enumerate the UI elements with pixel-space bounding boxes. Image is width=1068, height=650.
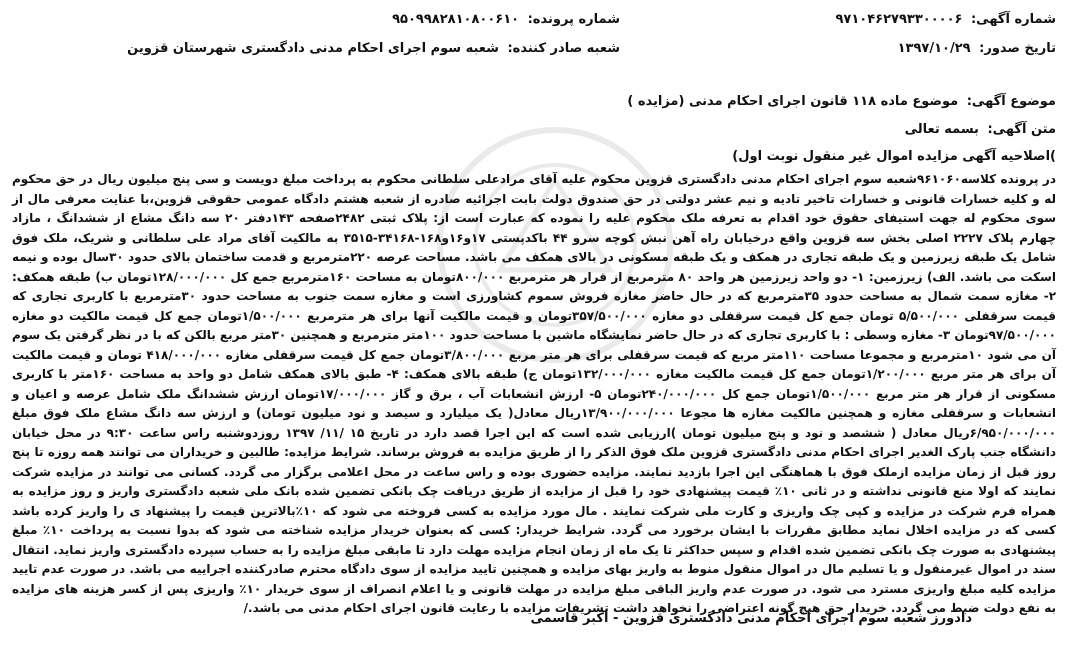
ad-number-label: شماره آگهی: [970,12,1056,27]
case-number-label: شماره پرونده: [527,12,620,27]
ad-subject [627,95,1056,108]
ad-number [836,13,1057,26]
ad-text-value: بسمه تعالی [904,122,979,137]
issue-date-label: تاریخ صدور: [979,41,1056,56]
ad-text-heading [905,123,1056,136]
issuer [127,42,620,55]
issue-date [898,42,1056,55]
case-number-value: ۹۵۰۹۹۸۲۸۱۰۸۰۰۶۱۰ [392,12,520,27]
ad-subject-value: موضوع ماده ۱۱۸ قانون اجرای احکام مدنی (مزایده ) [627,94,959,109]
ad-subject-label: موضوع آگهی: [966,94,1056,109]
issue-date-value: ۱۳۹۷/۱۰/۲۹ [897,41,971,56]
ad-number-value: ۹۷۱۰۴۶۲۷۹۳۳۰۰۰۰۶ [835,12,963,27]
issuer-label: شعبه صادر کننده: [507,41,620,56]
ad-text-label: متن آگهی: [987,122,1056,137]
issuer-value: شعبه سوم اجرای احکام مدنی دادگستری شهرستان قزوین [127,41,499,56]
case-number [392,13,620,26]
body-title: )اصلاحیه آگهی مزایده اموال غیر منقول نوبت اول) [732,149,1056,164]
signature: دادورز شعبه سوم اجرای احکام مدنی دادگستری قزوین - اکبر قاسمی [530,611,972,626]
ad-body-text: در پرونده کلاسه۹۶۱۰۶۰شعبه سوم اجرای احکام مدنی دادگستری قزوین محکوم علیه آقای مرادعلی سلطانی محکوم به پرداخت مبلغ دویست و سی پنج میلیون ریال در حق محکوم له و کلیه خسارات قانونی و خسارات تاخیر تادیه و نیم عشر دولتی در حق صندوق دولت بابت اجرائیه صادره از شعبه هشتم دادگاه عمومی حقوقی قزوین،با عنایت معرفی مال از سوی محکوم له جهت استیفای حقوق خود اقدام به تعرفه ملک محکوم علیه را نموده که عبارت است از: پلاک ثبتی ۲۴۸۲صفحه ۱۴۳دفتر ۲۰ سه دانگ مشاع از ششدانگ ، مازاد چهارم پلاک ۲۲۲۷ اصلی بخش سه قزوین واقع درخیابان راه آهن نبش کوچه سرو ۴۴ باکدپستی ۱۷و۱۶و۱۶۸-۳۴۱۶۸-۳۵۱۵ به مالکیت آقای مراد علی سلطانی و شریک، ملک فوق شامل یک طبقه زیرزمین و یک طبقه تجاری در همکف و یک طبقه مسکونی در بالای همکف می باشد. مساحت عرصه ۲۲۰مترمربع و قدمت ساختمان بالای حدود ۳۰سال بوده و نیمه اسکت می باشد. الف) زیرزمین: ۱- دو واحد زیرزمین هر واحد ۸۰ مترمربع از قرار هر مترمربع ۸۰۰/۰۰۰تومان به مساحت ۱۶۰مترمربع جمع کل ۱۲۸/۰۰۰/۰۰۰تومان ب) طبقه همکف: ۲- مغازه سمت شمال به مساحت حدود ۳۵مترمربع که در حال حاضر مغازه فروش سموم کشاورزی است و مغازه سمت جنوب به مساحت حدود ۳۰مترمربع با کاربری تجاری که قیمت سرقفلی ۵/۵۰۰/۰۰۰ تومان جمع کل قیمت سرقفلی دو مغازه ۳۵۷/۵۰۰/۰۰۰تومان و قیمت مالکیت آنها برای هر مترمربع ۱/۵۰۰/۰۰۰تومان جمع کل قیمت مالکیت دو مغازه ۹۷/۵۰۰/۰۰۰تومان ۳- مغازه وسطی : با کاربری تجاری که در حال حاضر نمایشگاه ماشین با مساحت حدود ۱۰۰متر مترمربع و همچنین ۳۰متر مربع بالکن که با در نظر گرفتن یک سوم آن می شود ۱۰مترمربع و مجموعا مساحت ۱۱۰متر مربع که قیمت سرقفلی برای هر متر مربع ۳/۸۰۰/۰۰۰تومان جمع کل قیمت سرقفلی مغازه ۴۱۸/۰۰۰/۰۰۰ تومان و قیمت مالکیت آن برای هر متر مربع ۱/۲۰۰/۰۰۰تومان جمع کل قیمت مالکیت مغازه ۱۳۲/۰۰۰/۰۰۰تومان ج) طبقه بالای همکف: ۴- طبق بالای همکف شامل دو واحد به مساحت ۱۶۰متر با کاربری مسکونی از قرار هر متر مربع ۱/۵۰۰/۰۰۰تومان جمع کل ۲۴۰/۰۰۰/۰۰۰تومان ۵- ارزش انشعابات آب ، برق و گاز ۱۷/۰۰۰/۰۰۰تومان ارزش ششدانگ ملک شامل عرصه و اعیان و انشعابات و سرقفلی مغازه و همچنین مالکیت مغازه ها مجوعا ۱۳/۹۰۰/۰۰۰/۰۰۰ریال معادل( یک میلیارد و سیصد و نود میلیون تومان) و ارزش سه دانگ مشاع ملک فوق مبلغ ۶/۹۵۰/۰۰۰/۰۰۰ریال معادل ( ششصد و نود و پنج میلیون تومان )ارزیابی شده است که این اجرا قصد دارد در تاریخ ۱۵ /۱۱/ ۱۳۹۷ روزدوشنبه راس ساعت ۹:۳۰ در محل خیابان دانشگاه جنب پارک الغدیر اجرای احکام مدنی دادگستری قزوین ملک فوق الذکر را از طریق مزایده به فروش برساند. شرایط مزایده: طالبین و خریداران می توانند همه روزه تا پنج روز قبل از زمان مزایده ازملک فوق با هماهنگی این اجرا بازدید نمایند. مزایده حضوری بوده و راس ساعت در محل اعلامی برگزار می گردد. کسانی می توانند در مزایده شرکت نمایند که اولا منع قانونی نداشته و در ثانی ۱۰٪ قیمت پیشنهادی خود را قبل از مزایده از طریق دریافت چک بانکی تضمین شده بانک ملی شعبه دادگستری واریز و روز مزایده به همراه فرم شرکت در مزایده و کپی چک واریزی و کارت ملی شرکت نمایند . مال مورد مزایده به کسی فروخته می شود که ۱۰٪بالاترین قیمت را پیشنهاد ی را واریز کرده باشد کسی که در مزایده اخلال نماید مطابق مقررات با ایشان برخورد می گردد. شرایط خریدار: کسی که بعنوان خریدار مزایده شناخته می شود که بدوا نسبت به پرداخت ۱۰٪ مبلغ پیشنهادی به صورت چک بانکی تضمین شده اقدام و سپس حداکثر تا یک ماه از زمان انجام مزایده مهلت دارد تا مابقی مبلغ مزایده را به حساب سپرده دادگستری واریز نماید. انتقال سند در اموال غیرمنقول و یا تسلیم مال در اموال منقول منوط به واریز بهای مزایده و همچنین تایید مزایده از سوی دادگاه محترم صادرکننده اجراییه می باشد. در صورت عدم تایید مزایده کلیه مبلغ واریزی مسترد می شود. در صورت عدم واریز الباقی مبلغ مزایده در مهلت قانونی و یا اعلام انصراف از سوی خریدار ۱۰٪ واریزی پس از کسر هزینه های مزایده به نفع دولت ضبط می گردد. خریدار حق هیچ گونه اعتراضی را نخواهد داشت تشریفات مزایده با رعایت قانون اجرای احکام مدنی می باشد./ [12,172,1057,615]
